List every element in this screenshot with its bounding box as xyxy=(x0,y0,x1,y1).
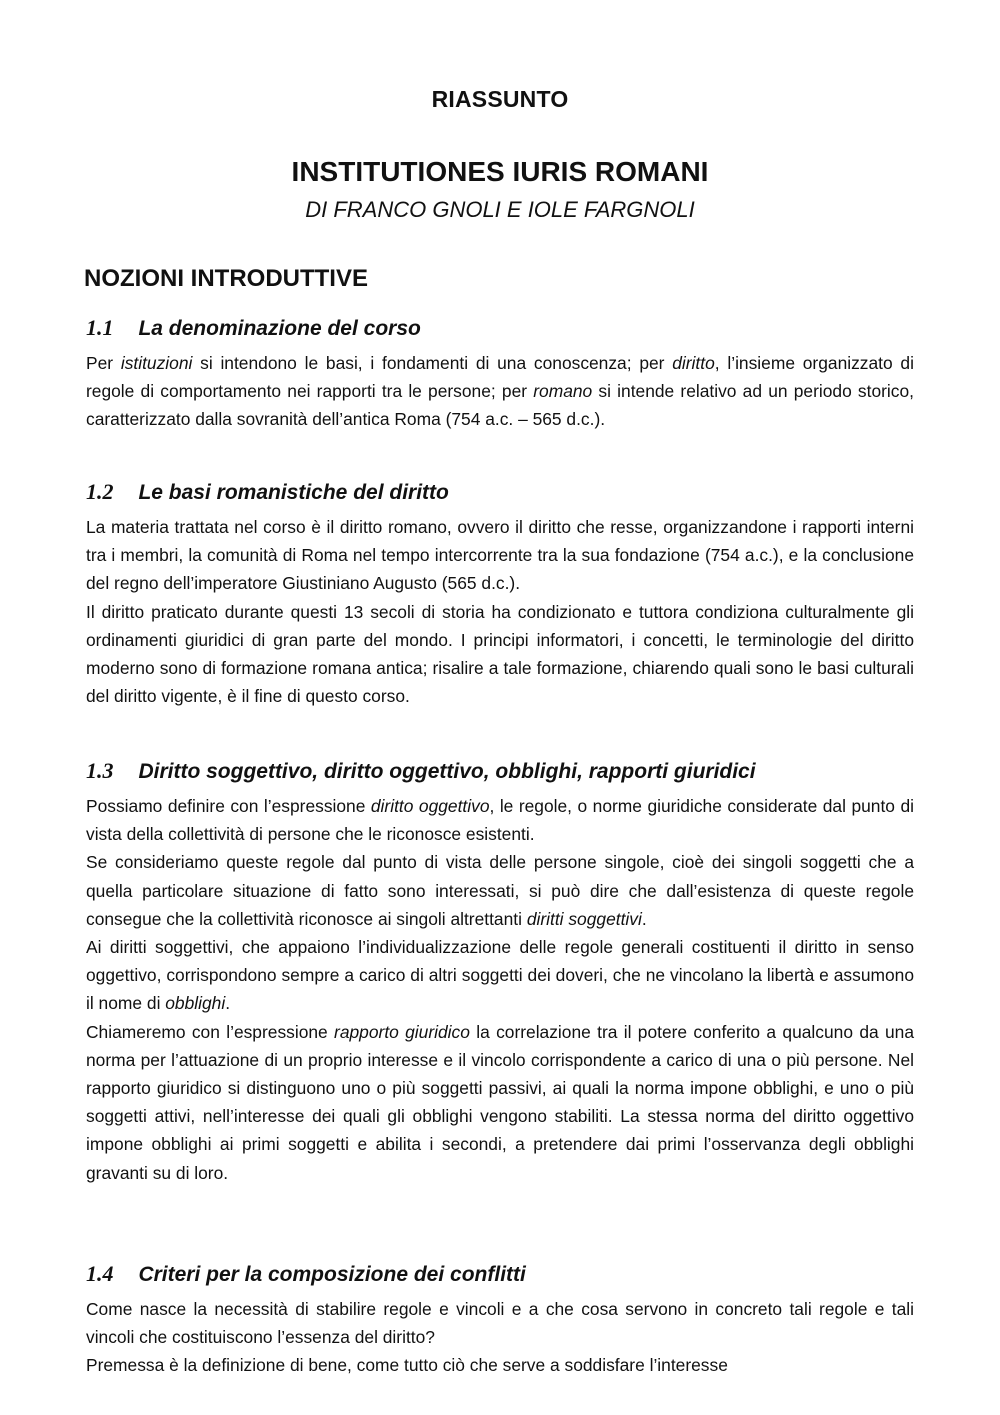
document-authors: DI FRANCO GNOLI E IOLE FARGNOLI xyxy=(305,197,695,222)
section-title: Criteri per la composizione dei conflitti xyxy=(138,1263,526,1286)
chapter-heading: NOZIONI INTRODUTTIVE xyxy=(84,265,368,292)
italic-term: rapporto giuridico xyxy=(334,1021,470,1042)
paragraph xyxy=(86,349,914,434)
text-run: si intendono le basi, i fondamenti di una conoscenza; per xyxy=(192,353,673,373)
paragraph xyxy=(86,1295,914,1351)
section-1-3 xyxy=(86,758,914,1187)
section-1-1 xyxy=(86,315,914,434)
italic-term: obblighi xyxy=(165,993,226,1014)
italic-term: diritto oggettivo xyxy=(370,796,490,816)
paragraph xyxy=(86,848,914,933)
section-body xyxy=(86,513,914,710)
section-heading xyxy=(86,1261,914,1295)
paragraph xyxy=(86,792,914,848)
text-run: Ai diritti soggettivi, che appaiono l’individualizzazione delle regole generali costituenti il diritto in senso oggettivo, corrispondono sempre a carico di altri soggetti dei doveri, che ne vincolano la libertà e assumono il nome di xyxy=(86,937,914,1014)
section-heading xyxy=(86,479,914,513)
section-number: 1.4 xyxy=(86,1261,114,1286)
paragraph xyxy=(86,1351,914,1379)
paragraph xyxy=(86,513,914,598)
italic-term: istituzioni xyxy=(120,353,193,373)
paragraph xyxy=(86,1018,914,1187)
section-number: 1.2 xyxy=(86,479,114,504)
text-run: Chiameremo con l’espressione xyxy=(86,1021,335,1042)
paragraph xyxy=(86,933,914,1018)
section-body xyxy=(86,792,914,1187)
text-run: Il diritto praticato durante questi 13 secoli di storia ha condizionato e tuttora condiziona culturalmente gli ordinamenti giuridici di gran parte del mondo. I principi informatori, i concetti, le terminologie del diritto moderno sono di formazione romana antica; risalire a tale formazione, chiarendo quali sono le basi culturali del diritto vigente, è il fine di questo corso. xyxy=(86,601,914,707)
section-body xyxy=(86,349,914,434)
text-run: Come nasce la necessità di stabilire regole e vincoli e a che cosa servono in concreto tali regole e tali vincoli che costituiscono l’essenza del diritto? xyxy=(86,1299,914,1348)
text-run: . xyxy=(225,993,231,1014)
italic-term: diritti soggettivi xyxy=(526,908,642,929)
text-run: Possiamo definire con l’espressione xyxy=(86,796,371,816)
text-run: Per xyxy=(86,353,121,373)
section-1-4 xyxy=(86,1261,914,1380)
section-body xyxy=(86,1295,914,1380)
paragraph xyxy=(86,598,914,711)
section-1-2 xyxy=(86,479,914,710)
document-title: INSTITUTIONES IURIS ROMANI xyxy=(291,156,709,187)
text-run: La materia trattata nel corso è il diritto romano, ovvero il diritto che resse, organizzandone i rapporti interni tra i membri, la comunità di Roma nel tempo intercorrente tra la sua fondazione (754 a.c.), e la conclusione del regno dell’imperatore Giustiniano Augusto (565 d.c.). xyxy=(86,517,914,594)
text-run: Se consideriamo queste regole dal punto di vista delle persone singole, cioè dei singoli soggetti che a quella particolare situazione di fatto sono interessati, si può dire che dall’esistenza di queste regole consegue che la collettività riconosce ai singoli altrettanti xyxy=(86,852,914,929)
section-number: 1.1 xyxy=(86,315,114,340)
section-title: Diritto soggettivo, diritto oggettivo, obblighi, rapporti giuridici xyxy=(138,760,756,783)
italic-term: diritto xyxy=(672,353,715,373)
section-heading xyxy=(86,315,914,349)
document-label: RIASSUNTO xyxy=(431,86,569,112)
section-title: Le basi romanistiche del diritto xyxy=(138,481,449,504)
text-run: , le regole, o norme giuridiche considerate dal punto di vista della collettività di persone che le riconosce esistenti. xyxy=(86,796,914,845)
text-run: , l’insieme organizzato di regole di comportamento nei rapporti tra le persone; per xyxy=(86,353,914,402)
section-number: 1.3 xyxy=(86,758,114,783)
text-run: la correlazione tra il potere conferito a qualcuno da una norma per l’attuazione di un proprio interesse e il vincolo corrispondente a carico di una o più persone. Nel rapporto giuridico si distinguono uno o più soggetti passivi, ai quali la norma impone obblighi, e uno o più soggetti attivi, nell’interesse dei quali gli obblighi vengono stabiliti. La stessa norma del diritto oggettivo impone obblighi ai primi soggetti e abilita i secondi, a pretendere dai primi l’osservanza degli obblighi gravanti su di loro. xyxy=(86,1021,914,1183)
section-heading xyxy=(86,758,914,792)
text-run: si intende relativo ad un periodo storico, caratterizzato dalla sovranità dell’antica Roma (754 a.c. – 565 d.c.). xyxy=(86,381,914,430)
section-title: La denominazione del corso xyxy=(138,317,421,340)
italic-term: romano xyxy=(533,381,593,402)
text-run: Premessa è la definizione di bene, come tutto ciò che serve a soddisfare l’interesse xyxy=(86,1355,728,1376)
text-run: . xyxy=(641,908,647,929)
